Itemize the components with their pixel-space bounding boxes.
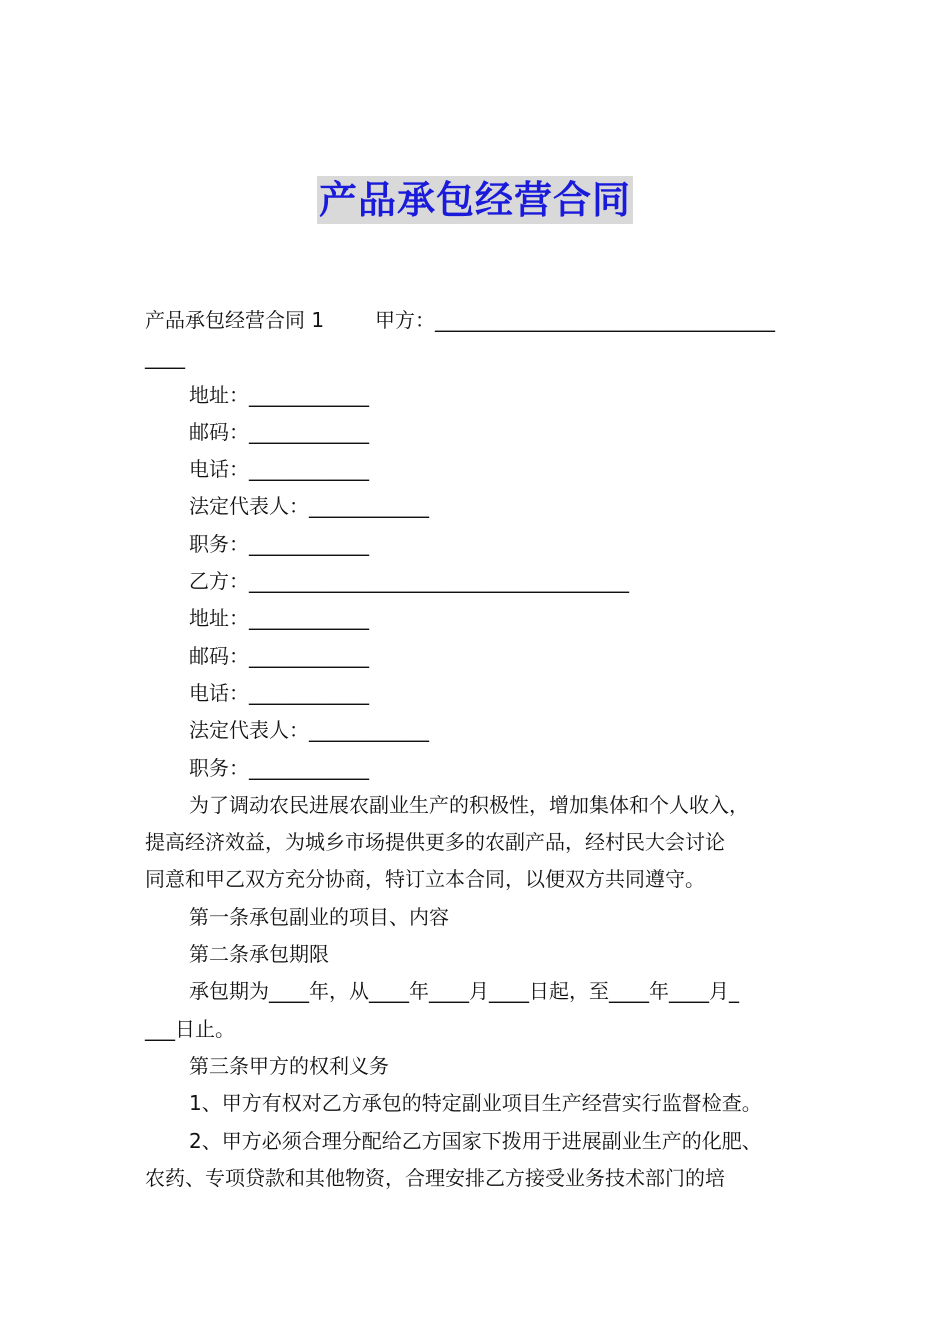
document-title: 产品承包经营合同 <box>318 178 631 222</box>
article-1-heading: 第一条承包副业的项目、内容 <box>189 904 449 929</box>
preamble-line-1: 为了调动农民进展农副业生产的积极性，增加集体和个人收入， <box>189 792 749 817</box>
title-wrapper <box>0 176 950 224</box>
party-a-legal-rep: 法定代表人：____________ <box>189 494 429 519</box>
article-3-item-2-line-2: 农药、专项贷款和其他物资，合理安排乙方接受业务技术部门的培 <box>145 1165 725 1190</box>
preamble-line-2: 提高经济效益，为城乡市场提供更多的农副产品，经村民大会讨论 <box>145 830 725 855</box>
party-a-phone: 电话：____________ <box>189 457 369 482</box>
party-b-position: 职务：____________ <box>189 755 369 780</box>
party-a-position: 职务：____________ <box>189 531 369 556</box>
party-a-address: 地址：____________ <box>189 382 369 407</box>
header-line-party-a: 产品承包经营合同 1 甲方：__________________________________ <box>145 308 775 332</box>
term-line-2: ___日止。 <box>145 1016 235 1041</box>
party-b: 乙方：______________________________________ <box>189 569 629 594</box>
article-3-item-1: 1、甲方有权对乙方承包的特定副业项目生产经营实行监督检查。 <box>189 1091 762 1116</box>
party-a-postcode: 邮码：____________ <box>189 419 369 444</box>
document-body <box>145 302 810 1197</box>
party-b-postcode: 邮码：____________ <box>189 643 369 668</box>
party-b-legal-rep: 法定代表人：____________ <box>189 718 429 743</box>
article-2-heading: 第二条承包期限 <box>189 942 329 967</box>
article-3-item-2-line-1: 2、甲方必须合理分配给乙方国家下拨用于进展副业生产的化肥、 <box>189 1128 762 1153</box>
party-a-continuation: ____ <box>145 345 185 370</box>
party-b-phone: 电话：____________ <box>189 680 369 705</box>
party-b-address: 地址：____________ <box>189 606 369 631</box>
article-3-heading: 第三条甲方的权利义务 <box>189 1053 389 1078</box>
preamble-line-3: 同意和甲乙双方充分协商，特订立本合同，以便双方共同遵守。 <box>145 867 705 892</box>
term-line-1: 承包期为____年，从____年____月____日起，至____年____月_ <box>189 979 739 1004</box>
